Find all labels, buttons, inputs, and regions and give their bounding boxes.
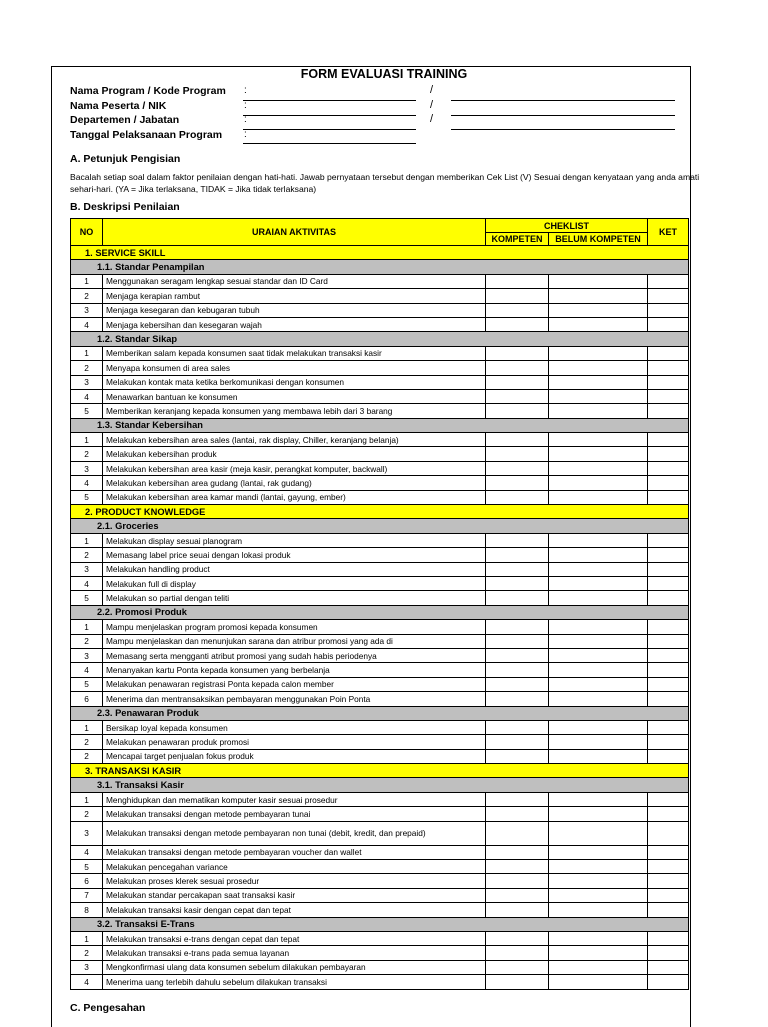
- row-number: 2: [71, 548, 103, 562]
- category-row: [71, 505, 689, 519]
- subcategory-row: [71, 706, 689, 720]
- ket-cell[interactable]: [648, 821, 689, 845]
- table-row: [71, 931, 689, 945]
- kompeten-check-cell[interactable]: [486, 591, 549, 605]
- belum-kompeten-check-cell[interactable]: [549, 735, 648, 749]
- row-number: 3: [71, 648, 103, 662]
- kompeten-check-cell[interactable]: [486, 735, 549, 749]
- kompeten-check-cell[interactable]: [486, 620, 549, 634]
- ket-cell[interactable]: [648, 533, 689, 547]
- kompeten-check-cell[interactable]: [486, 548, 549, 562]
- row-number: 1: [71, 792, 103, 806]
- table-row: [71, 375, 689, 389]
- activity-description: Melakukan kebersihan area kasir (meja kasir, perangkat komputer, backwall): [103, 461, 486, 475]
- activity-description: Melakukan handling product: [103, 562, 486, 576]
- belum-kompeten-check-cell[interactable]: [549, 461, 648, 475]
- activity-description: Bersikap loyal kepada konsumen: [103, 720, 486, 734]
- activity-description: Melakukan transaksi dengan metode pembayaran voucher dan wallet: [103, 845, 486, 859]
- table-row: [71, 620, 689, 634]
- subcategory-row: [71, 917, 689, 931]
- ket-cell[interactable]: [648, 303, 689, 317]
- row-number: 4: [71, 476, 103, 490]
- activity-description: Menjaga kerapian rambut: [103, 289, 486, 303]
- row-number: 1: [71, 274, 103, 288]
- table-row: [71, 548, 689, 562]
- field-label-tanggal: Tanggal Pelaksanaan Program: [70, 129, 223, 141]
- row-number: 2: [71, 361, 103, 375]
- section-c-heading: C. Pengesahan: [70, 1002, 146, 1014]
- belum-kompeten-check-cell[interactable]: [549, 375, 648, 389]
- header-belum-kompeten: BELUM KOMPETEN: [549, 233, 648, 246]
- belum-kompeten-check-cell[interactable]: [549, 677, 648, 691]
- kompeten-check-cell[interactable]: [486, 562, 549, 576]
- ket-cell[interactable]: [648, 433, 689, 447]
- activity-description: Mengkonfirmasi ulang data konsumen sebelum dilakukan pembayaran: [103, 960, 486, 974]
- table-row: [71, 361, 689, 375]
- kompeten-check-cell[interactable]: [486, 975, 549, 989]
- table-row: [71, 663, 689, 677]
- belum-kompeten-check-cell[interactable]: [549, 749, 648, 763]
- field-colon: :: [244, 85, 247, 96]
- kompeten-check-cell[interactable]: [486, 576, 549, 590]
- belum-kompeten-check-cell[interactable]: [549, 562, 648, 576]
- ket-cell[interactable]: [648, 476, 689, 490]
- table-row: [71, 289, 689, 303]
- table-row: [71, 562, 689, 576]
- position-input[interactable]: [451, 115, 675, 130]
- activity-description: Melakukan transaksi dengan metode pembayaran tunai: [103, 807, 486, 821]
- activity-description: Menyapa konsumen di area sales: [103, 361, 486, 375]
- belum-kompeten-check-cell[interactable]: [549, 620, 648, 634]
- ket-cell[interactable]: [648, 888, 689, 902]
- ket-cell[interactable]: [648, 663, 689, 677]
- kompeten-check-cell[interactable]: [486, 389, 549, 403]
- row-number: 4: [71, 317, 103, 331]
- row-number: 5: [71, 490, 103, 504]
- activity-description: Melakukan kontak mata ketika berkomunikasi dengan konsumen: [103, 375, 486, 389]
- kompeten-check-cell[interactable]: [486, 634, 549, 648]
- ket-cell[interactable]: [648, 317, 689, 331]
- row-number: 2: [71, 946, 103, 960]
- table-row: [71, 807, 689, 821]
- row-number: 6: [71, 874, 103, 888]
- table-row: [71, 960, 689, 974]
- belum-kompeten-check-cell[interactable]: [549, 346, 648, 360]
- kompeten-check-cell[interactable]: [486, 845, 549, 859]
- ket-cell[interactable]: [648, 548, 689, 562]
- activity-description: Melakukan transaksi e-trans pada semua layanan: [103, 946, 486, 960]
- row-number: 2: [71, 289, 103, 303]
- header-ket: KET: [648, 219, 689, 246]
- belum-kompeten-check-cell[interactable]: [549, 860, 648, 874]
- belum-kompeten-check-cell[interactable]: [549, 591, 648, 605]
- row-number: 4: [71, 389, 103, 403]
- table-row: [71, 845, 689, 859]
- ket-cell[interactable]: [648, 591, 689, 605]
- row-number: 2: [71, 447, 103, 461]
- table-row: [71, 389, 689, 403]
- table-row: [71, 433, 689, 447]
- date-input[interactable]: [243, 129, 416, 144]
- field-label-departemen: Departemen / Jabatan: [70, 114, 180, 126]
- field-slash: /: [430, 99, 434, 111]
- belum-kompeten-check-cell[interactable]: [549, 634, 648, 648]
- row-number: 7: [71, 888, 103, 902]
- category-label: 2. PRODUCT KNOWLEDGE: [71, 505, 689, 519]
- kompeten-check-cell[interactable]: [486, 821, 549, 845]
- belum-kompeten-check-cell[interactable]: [549, 845, 648, 859]
- evaluation-table: [70, 218, 689, 990]
- table-row: [71, 303, 689, 317]
- field-colon: :: [244, 129, 247, 140]
- belum-kompeten-check-cell[interactable]: [549, 888, 648, 902]
- ket-cell[interactable]: [648, 576, 689, 590]
- ket-cell[interactable]: [648, 792, 689, 806]
- ket-cell[interactable]: [648, 903, 689, 917]
- ket-cell[interactable]: [648, 735, 689, 749]
- category-row: [71, 246, 689, 260]
- activity-description: Memberikan salam kepada konsumen saat tidak melakukan transaksi kasir: [103, 346, 486, 360]
- kompeten-check-cell[interactable]: [486, 289, 549, 303]
- kompeten-check-cell[interactable]: [486, 888, 549, 902]
- activity-description: Melakukan penawaran registrasi Ponta kepada calon member: [103, 677, 486, 691]
- kompeten-check-cell[interactable]: [486, 533, 549, 547]
- table-row: [71, 975, 689, 989]
- ket-cell[interactable]: [648, 874, 689, 888]
- category-row: [71, 764, 689, 778]
- ket-cell[interactable]: [648, 634, 689, 648]
- program-name-input[interactable]: [243, 87, 416, 101]
- activity-description: Melakukan pencegahan variance: [103, 860, 486, 874]
- table-row: [71, 274, 689, 288]
- table-row: [71, 404, 689, 418]
- belum-kompeten-check-cell[interactable]: [549, 289, 648, 303]
- row-number: 1: [71, 931, 103, 945]
- row-number: 5: [71, 677, 103, 691]
- activity-description: Melakukan kebersihan produk: [103, 447, 486, 461]
- instructions-text: Bacalah setiap soal dalam faktor penilaian dengan hati-hati. Jawab pernyataan tersebut dengan memberikan Cek List (V) Sesuai dengan kenyataan yang anda amati sehari-hari. (YA = Jika terlaksana, TIDAK = Jika tidak terlaksana): [70, 172, 700, 194]
- activity-description: Memasang serta mengganti atribut promosi yang sudah habis periodenya: [103, 648, 486, 662]
- row-number: 2: [71, 735, 103, 749]
- table-row: [71, 447, 689, 461]
- kompeten-check-cell[interactable]: [486, 960, 549, 974]
- kompeten-check-cell[interactable]: [486, 874, 549, 888]
- ket-cell[interactable]: [648, 461, 689, 475]
- activity-description: Menerima uang terlebih dahulu sebelum dilakukan transaksi: [103, 975, 486, 989]
- kompeten-check-cell[interactable]: [486, 946, 549, 960]
- kompeten-check-cell[interactable]: [486, 807, 549, 821]
- belum-kompeten-check-cell[interactable]: [549, 874, 648, 888]
- subcategory-row: [71, 778, 689, 792]
- row-number: 5: [71, 860, 103, 874]
- header-no: NO: [71, 219, 103, 246]
- ket-cell[interactable]: [648, 404, 689, 418]
- activity-description: Melakukan transaksi e-trans dengan cepat dan tepat: [103, 931, 486, 945]
- ket-cell[interactable]: [648, 931, 689, 945]
- field-slash: /: [430, 113, 434, 125]
- kompeten-check-cell[interactable]: [486, 404, 549, 418]
- table-row: [71, 692, 689, 706]
- activity-description: Melakukan so partial dengan teliti: [103, 591, 486, 605]
- activity-description: Melakukan transaksi dengan metode pembayaran non tunai (debit, kredit, dan prepaid): [103, 821, 486, 845]
- table-row: [71, 533, 689, 547]
- kompeten-check-cell[interactable]: [486, 447, 549, 461]
- activity-description: Memasang label price seuai dengan lokasi produk: [103, 548, 486, 562]
- activity-description: Melakukan proses klerek sesuai prosedur: [103, 874, 486, 888]
- belum-kompeten-check-cell[interactable]: [549, 361, 648, 375]
- ket-cell[interactable]: [648, 648, 689, 662]
- table-row: [71, 677, 689, 691]
- ket-cell[interactable]: [648, 807, 689, 821]
- subcategory-row: [71, 332, 689, 346]
- ket-cell[interactable]: [648, 289, 689, 303]
- header-cheklist: CHEKLIST: [486, 219, 648, 233]
- belum-kompeten-check-cell[interactable]: [549, 663, 648, 677]
- belum-kompeten-check-cell[interactable]: [549, 476, 648, 490]
- belum-kompeten-check-cell[interactable]: [549, 447, 648, 461]
- kompeten-check-cell[interactable]: [486, 461, 549, 475]
- subcategory-label: 1.3. Standar Kebersihan: [71, 418, 689, 432]
- belum-kompeten-check-cell[interactable]: [549, 433, 648, 447]
- table-row: [71, 888, 689, 902]
- ket-cell[interactable]: [648, 447, 689, 461]
- field-label-program: Nama Program / Kode Program: [70, 85, 226, 97]
- belum-kompeten-check-cell[interactable]: [549, 490, 648, 504]
- belum-kompeten-check-cell[interactable]: [549, 548, 648, 562]
- belum-kompeten-check-cell[interactable]: [549, 576, 648, 590]
- activity-description: Menawarkan bantuan ke konsumen: [103, 389, 486, 403]
- belum-kompeten-check-cell[interactable]: [549, 720, 648, 734]
- table-row: [71, 648, 689, 662]
- ket-cell[interactable]: [648, 375, 689, 389]
- kompeten-check-cell[interactable]: [486, 792, 549, 806]
- activity-description: Menghidupkan dan mematikan komputer kasir sesuai prosedur: [103, 792, 486, 806]
- kompeten-check-cell[interactable]: [486, 648, 549, 662]
- row-number: 3: [71, 821, 103, 845]
- table-row: [71, 720, 689, 734]
- activity-description: Mampu menjelaskan dan menunjukan sarana dan atribur promosi yang ada di: [103, 634, 486, 648]
- department-input[interactable]: [243, 115, 416, 130]
- ket-cell[interactable]: [648, 860, 689, 874]
- row-number: 3: [71, 960, 103, 974]
- field-colon: :: [244, 100, 247, 111]
- category-label: 1. SERVICE SKILL: [71, 246, 689, 260]
- activity-description: Menggunakan seragam lengkap sesuai standar dan ID Card: [103, 274, 486, 288]
- subcategory-label: 3.2. Transaksi E-Trans: [71, 917, 689, 931]
- subcategory-row: [71, 519, 689, 533]
- activity-description: Menjaga kesegaran dan kebugaran tubuh: [103, 303, 486, 317]
- belum-kompeten-check-cell[interactable]: [549, 960, 648, 974]
- kompeten-check-cell[interactable]: [486, 692, 549, 706]
- table-row: [71, 461, 689, 475]
- table-row: [71, 490, 689, 504]
- ket-cell[interactable]: [648, 720, 689, 734]
- activity-description: Melakukan kebersihan area gudang (lantai, rak gudang): [103, 476, 486, 490]
- row-number: 1: [71, 346, 103, 360]
- section-a-heading: A. Petunjuk Pengisian: [70, 153, 181, 165]
- ket-cell[interactable]: [648, 389, 689, 403]
- ket-cell[interactable]: [648, 274, 689, 288]
- belum-kompeten-check-cell[interactable]: [549, 533, 648, 547]
- row-number: 2: [71, 749, 103, 763]
- row-number: 5: [71, 591, 103, 605]
- belum-kompeten-check-cell[interactable]: [549, 946, 648, 960]
- row-number: 5: [71, 404, 103, 418]
- table-row: [71, 860, 689, 874]
- kompeten-check-cell[interactable]: [486, 860, 549, 874]
- kompeten-check-cell[interactable]: [486, 663, 549, 677]
- table-row: [71, 476, 689, 490]
- row-number: 1: [71, 620, 103, 634]
- belum-kompeten-check-cell[interactable]: [549, 692, 648, 706]
- row-number: 1: [71, 720, 103, 734]
- table-row: [71, 874, 689, 888]
- belum-kompeten-check-cell[interactable]: [549, 821, 648, 845]
- ket-cell[interactable]: [648, 361, 689, 375]
- row-number: 1: [71, 433, 103, 447]
- kompeten-check-cell[interactable]: [486, 490, 549, 504]
- row-number: 3: [71, 461, 103, 475]
- kompeten-check-cell[interactable]: [486, 433, 549, 447]
- activity-description: Mencapai target penjualan fokus produk: [103, 749, 486, 763]
- row-number: 1: [71, 533, 103, 547]
- ket-cell[interactable]: [648, 749, 689, 763]
- activity-description: Menerima dan mentransaksikan pembayaran menggunakan Poin Ponta: [103, 692, 486, 706]
- table-row: [71, 749, 689, 763]
- table-row: [71, 903, 689, 917]
- ket-cell[interactable]: [648, 490, 689, 504]
- subcategory-label: 2.1. Groceries: [71, 519, 689, 533]
- kompeten-check-cell[interactable]: [486, 677, 549, 691]
- row-number: 3: [71, 375, 103, 389]
- table-row: [71, 735, 689, 749]
- ket-cell[interactable]: [648, 620, 689, 634]
- header-kompeten: KOMPETEN: [486, 233, 549, 246]
- ket-cell[interactable]: [648, 960, 689, 974]
- activity-description: Melakukan standar percakapan saat transaksi kasir: [103, 888, 486, 902]
- table-row: [71, 792, 689, 806]
- table-row: [71, 634, 689, 648]
- kompeten-check-cell[interactable]: [486, 303, 549, 317]
- ket-cell[interactable]: [648, 677, 689, 691]
- activity-description: Melakukan transaksi kasir dengan cepat dan tepat: [103, 903, 486, 917]
- kompeten-check-cell[interactable]: [486, 317, 549, 331]
- ket-cell[interactable]: [648, 845, 689, 859]
- activity-description: Memberikan keranjang kepada konsumen yang membawa lebih dari 3 barang: [103, 404, 486, 418]
- ket-cell[interactable]: [648, 346, 689, 360]
- activity-description: Menjaga kebersihan dan kesegaran wajah: [103, 317, 486, 331]
- table-row: [71, 346, 689, 360]
- activity-description: Melakukan kebersihan area sales (lantai, rak display, Chiller, keranjang belanja): [103, 433, 486, 447]
- header-uraian: URAIAN AKTIVITAS: [103, 219, 486, 246]
- table-row: [71, 576, 689, 590]
- kompeten-check-cell[interactable]: [486, 720, 549, 734]
- kompeten-check-cell[interactable]: [486, 346, 549, 360]
- category-label: 3. TRANSAKSI KASIR: [71, 764, 689, 778]
- kompeten-check-cell[interactable]: [486, 375, 549, 389]
- belum-kompeten-check-cell[interactable]: [549, 317, 648, 331]
- kompeten-check-cell[interactable]: [486, 361, 549, 375]
- subcategory-label: 2.2. Promosi Produk: [71, 605, 689, 619]
- table-row: [71, 946, 689, 960]
- participant-name-input[interactable]: [243, 101, 416, 116]
- belum-kompeten-check-cell[interactable]: [549, 389, 648, 403]
- subcategory-row: [71, 605, 689, 619]
- activity-description: Menanyakan kartu Ponta kepada konsumen yang berbelanja: [103, 663, 486, 677]
- field-slash: /: [430, 84, 434, 96]
- belum-kompeten-check-cell[interactable]: [549, 903, 648, 917]
- activity-description: Melakukan kebersihan area kamar mandi (lantai, gayung, ember): [103, 490, 486, 504]
- field-label-peserta: Nama Peserta / NIK: [70, 100, 167, 112]
- row-number: 3: [71, 303, 103, 317]
- belum-kompeten-check-cell[interactable]: [549, 404, 648, 418]
- subcategory-label: 1.2. Standar Sikap: [71, 332, 689, 346]
- subcategory-label: 3.1. Transaksi Kasir: [71, 778, 689, 792]
- form-title: FORM EVALUASI TRAINING: [300, 67, 468, 81]
- kompeten-check-cell[interactable]: [486, 749, 549, 763]
- row-number: 2: [71, 807, 103, 821]
- row-number: 4: [71, 975, 103, 989]
- row-number: 4: [71, 845, 103, 859]
- belum-kompeten-check-cell[interactable]: [549, 975, 648, 989]
- row-number: 4: [71, 663, 103, 677]
- kompeten-check-cell[interactable]: [486, 931, 549, 945]
- belum-kompeten-check-cell[interactable]: [549, 303, 648, 317]
- row-number: 3: [71, 562, 103, 576]
- row-number: 2: [71, 634, 103, 648]
- kompeten-check-cell[interactable]: [486, 903, 549, 917]
- field-colon: :: [244, 114, 247, 125]
- activity-description: Mampu menjelaskan program promosi kepada konsumen: [103, 620, 486, 634]
- belum-kompeten-check-cell[interactable]: [549, 648, 648, 662]
- participant-nik-input[interactable]: [451, 101, 675, 116]
- kompeten-check-cell[interactable]: [486, 476, 549, 490]
- subcategory-row: [71, 260, 689, 274]
- belum-kompeten-check-cell[interactable]: [549, 792, 648, 806]
- row-number: 6: [71, 692, 103, 706]
- belum-kompeten-check-cell[interactable]: [549, 931, 648, 945]
- table-row: [71, 591, 689, 605]
- row-number: 4: [71, 576, 103, 590]
- ket-cell[interactable]: [648, 946, 689, 960]
- ket-cell[interactable]: [648, 562, 689, 576]
- ket-cell[interactable]: [648, 692, 689, 706]
- subcategory-row: [71, 418, 689, 432]
- kompeten-check-cell[interactable]: [486, 274, 549, 288]
- belum-kompeten-check-cell[interactable]: [549, 274, 648, 288]
- row-number: 8: [71, 903, 103, 917]
- ket-cell[interactable]: [648, 975, 689, 989]
- activity-description: Melakukan penawaran produk promosi: [103, 735, 486, 749]
- activity-description: Melakukan full di display: [103, 576, 486, 590]
- table-row: [71, 821, 689, 845]
- subcategory-label: 2.3. Penawaran Produk: [71, 706, 689, 720]
- activity-description: Melakukan display sesuai planogram: [103, 533, 486, 547]
- subcategory-label: 1.1. Standar Penampilan: [71, 260, 689, 274]
- program-code-input[interactable]: [451, 87, 675, 101]
- section-b-heading: B. Deskripsi Penilaian: [70, 201, 180, 213]
- belum-kompeten-check-cell[interactable]: [549, 807, 648, 821]
- table-row: [71, 317, 689, 331]
